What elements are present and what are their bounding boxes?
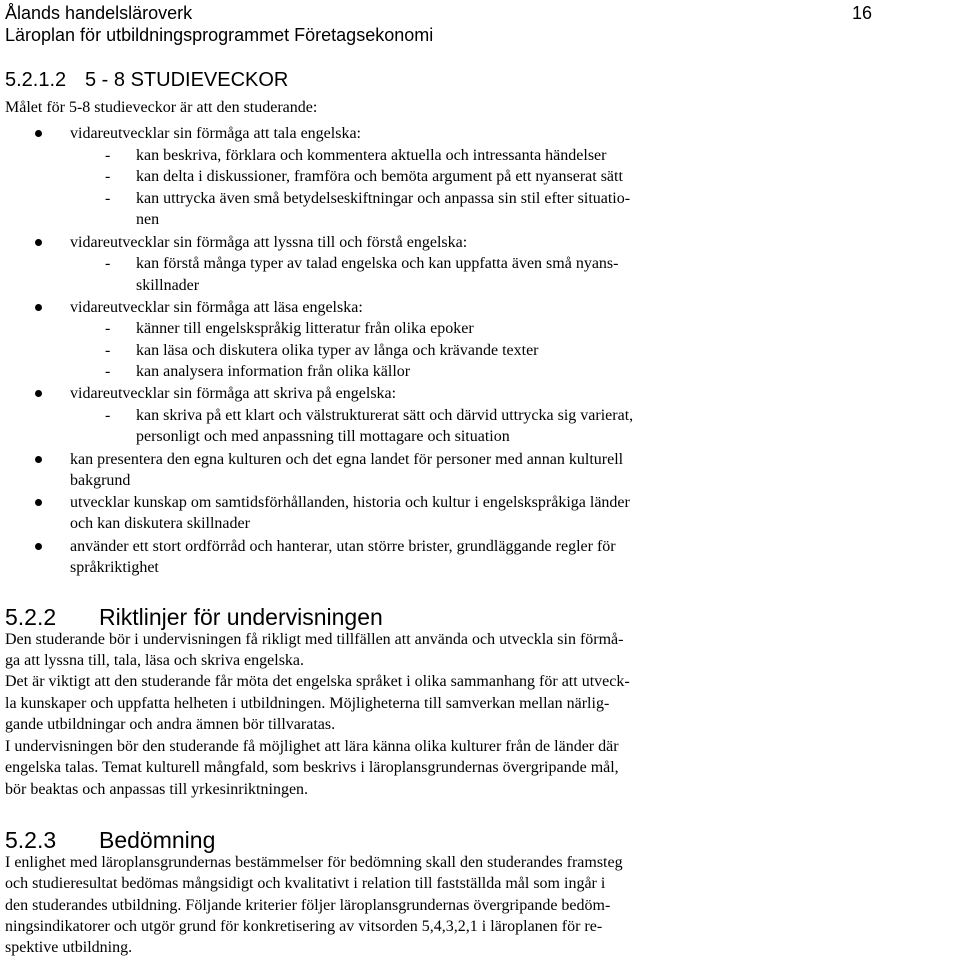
assessment-line-3: den studerandes utbildning. Följande kriterier följer läroplansgrundernas övergripande bedöm- xyxy=(5,897,611,914)
section-number: 5.2.3 xyxy=(5,827,57,853)
page-number: 16 xyxy=(852,3,873,23)
goal-write-item-1b: personligt och med anpassning till mottagare och situation xyxy=(136,428,510,445)
goal-listen-item-1b: skillnader xyxy=(136,277,200,294)
section-title: Riktlinjer för undervisningen xyxy=(99,604,383,630)
guidelines-line-6: I undervisningen bör den studerande få möjlighet att lära känna olika kulturer från de länder där xyxy=(5,738,619,755)
assessment-line-5: spektive utbildning. xyxy=(5,939,133,956)
section-heading-guidelines xyxy=(5,604,383,630)
goal-write-item-1a: kan skriva på ett klart och välstrukturerat sätt och därvid uttrycka sig varierat, xyxy=(136,407,634,424)
goal-read: vidareutvecklar sin förmåga att läsa engelska: xyxy=(70,299,363,316)
bullet-icon xyxy=(35,456,42,463)
goal-read-item-1: känner till engelskspråkig litteratur från olika epoker xyxy=(136,320,474,337)
bullet-icon xyxy=(35,543,42,550)
guidelines-line-7: engelska talas. Temat kulturell mångfald, som beskrivs i läroplansgrundernas övergripande mål, xyxy=(5,759,619,776)
section-number: 5.2.2 xyxy=(5,604,57,630)
guidelines-line-5: gande utbildningar och andra ämnen bör tillvaratas. xyxy=(5,716,336,733)
section-title: Bedömning xyxy=(99,827,216,853)
goal-knowledge-a: utvecklar kunskap om samtidsförhållanden, historia och kultur i engelskspråkiga länder xyxy=(70,494,630,511)
guidelines-line-2: ga att lyssna till, tala, läsa och skriva engelska. xyxy=(5,652,305,669)
goal-speak: vidareutvecklar sin förmåga att tala engelska: xyxy=(70,125,361,142)
dash-marker: - xyxy=(105,147,111,164)
section-heading-assessment xyxy=(5,827,215,853)
bullet-icon xyxy=(35,304,42,311)
bullet-icon xyxy=(35,499,42,506)
guidelines-line-3: Det är viktigt att den studerande får möta det engelska språket i olika sammanhang för att utveck- xyxy=(5,673,630,690)
guidelines-line-4: la kunskaper och uppfatta helheten i utbildningen. Möjligheterna till samverkan mellan närlig- xyxy=(5,695,610,712)
bullet-icon xyxy=(35,130,42,137)
dash-marker: - xyxy=(105,407,111,424)
section-title: 5 - 8 STUDIEVECKOR xyxy=(85,69,289,91)
goal-read-item-2: kan läsa och diskutera olika typer av långa och krävande texter xyxy=(136,342,539,359)
goal-speak-item-1: kan beskriva, förklara och kommentera aktuella och intressanta händelser xyxy=(136,147,607,164)
goal-knowledge-b: och kan diskutera skillnader xyxy=(70,515,250,532)
goal-write: vidareutvecklar sin förmåga att skriva på engelska: xyxy=(70,385,397,402)
goal-speak-item-2: kan delta i diskussioner, framföra och bemöta argument på ett nyanserat sätt xyxy=(136,168,623,185)
assessment-line-2: och studieresultat bedömas mångsidigt och kvalitativt i relation till fastställda mål som ingår i xyxy=(5,875,606,892)
dash-marker: - xyxy=(105,363,111,380)
goal-speak-item-3a: kan uttrycka även små betydelseskiftningar och anpassa sin stil efter situatio- xyxy=(136,190,631,207)
guidelines-line-8: bör beaktas och anpassas till yrkesinriktningen. xyxy=(5,781,309,798)
assessment-line-4: ningsindikatorer och utgör grund för konkretisering av vitsorden 5,4,3,2,1 i läroplanen för re- xyxy=(5,918,603,935)
header-school-name: Ålands handelsläroverk xyxy=(5,3,193,23)
goal-listen: vidareutvecklar sin förmåga att lyssna till och förstå engelska: xyxy=(70,234,468,251)
header-curriculum-title: Läroplan för utbildningsprogrammet Företagsekonomi xyxy=(5,25,434,45)
section-heading-5-8-weeks xyxy=(5,68,288,92)
bullet-icon xyxy=(35,390,42,397)
goal-vocabulary-b: språkriktighet xyxy=(70,559,159,576)
intro-line: Målet för 5-8 studieveckor är att den studerande: xyxy=(5,99,318,116)
dash-marker: - xyxy=(105,320,111,337)
bullet-icon xyxy=(35,239,42,246)
dash-marker: - xyxy=(105,342,111,359)
goal-speak-item-3b: nen xyxy=(136,211,160,228)
goal-listen-item-1a: kan förstå många typer av talad engelska och kan uppfatta även små nyans- xyxy=(136,255,619,272)
guidelines-line-1: Den studerande bör i undervisningen få rikligt med tillfällen att använda och utveckla sin förmå- xyxy=(5,631,624,648)
goal-present-culture-b: bakgrund xyxy=(70,472,131,489)
dash-marker: - xyxy=(105,168,111,185)
goal-present-culture-a: kan presentera den egna kulturen och det egna landet för personer med annan kulturell xyxy=(70,451,624,468)
dash-marker: - xyxy=(105,255,111,272)
section-number: 5.2.1.2 xyxy=(5,69,67,91)
dash-marker: - xyxy=(105,190,111,207)
goal-vocabulary-a: använder ett stort ordförråd och hanterar, utan större brister, grundläggande regler för xyxy=(70,538,616,555)
goal-read-item-3: kan analysera information från olika källor xyxy=(136,363,411,380)
assessment-line-1: I enlighet med läroplansgrundernas bestämmelser för bedömning skall den studerandes framsteg xyxy=(5,854,623,871)
